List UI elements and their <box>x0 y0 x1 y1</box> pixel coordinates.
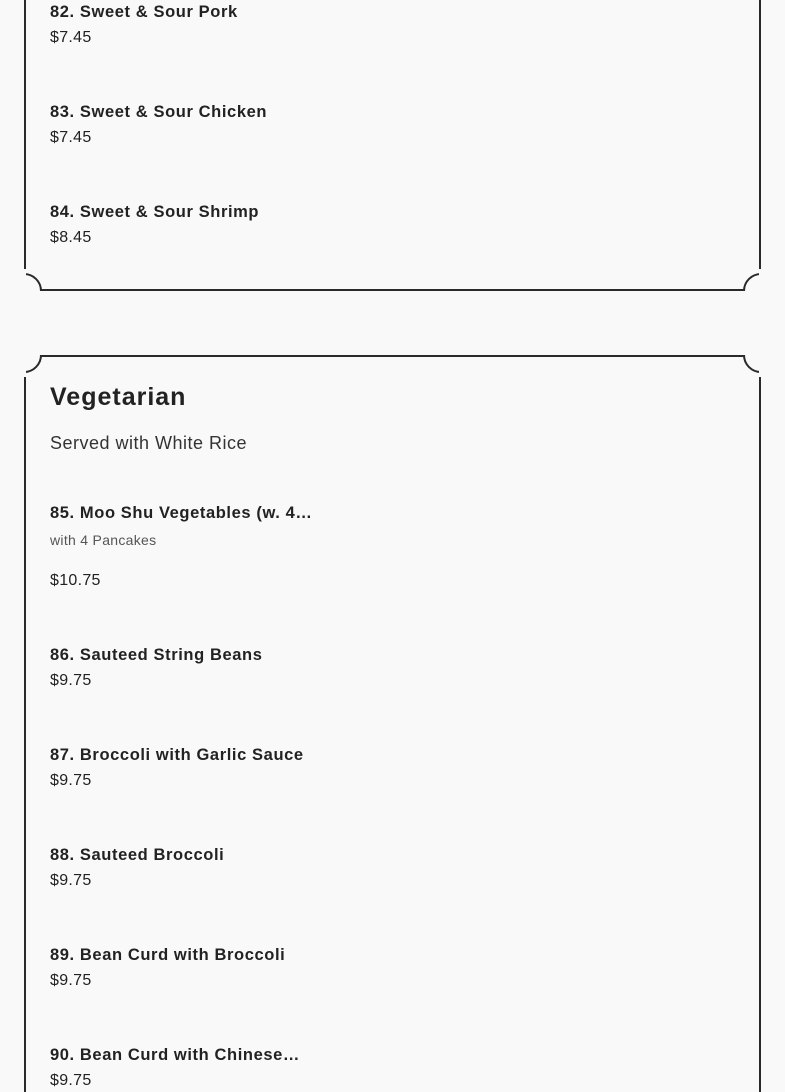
menu-item-name: 89. Bean Curd with Broccoli <box>50 946 286 964</box>
menu-item[interactable] <box>50 1046 300 1090</box>
section-subtitle: Served with White Rice <box>50 433 248 453</box>
menu-item-price: $7.45 <box>50 29 92 46</box>
menu-item-name: 86. Sauteed String Beans <box>50 646 263 664</box>
menu-item[interactable] <box>50 746 304 790</box>
menu-item[interactable] <box>50 646 262 690</box>
menu-item-price: $10.75 <box>50 572 101 589</box>
menu-item[interactable] <box>50 846 224 890</box>
section-title: Vegetarian <box>50 383 187 411</box>
menu-section-card-vegetarian <box>24 355 761 1092</box>
menu-item-price: $7.45 <box>50 129 92 146</box>
menu-item[interactable] <box>50 103 267 147</box>
menu-item-price: $9.75 <box>50 1072 92 1089</box>
menu-item-name: 82. Sweet & Sour Pork <box>50 3 238 21</box>
menu-item[interactable] <box>50 504 313 590</box>
menu-item-price: $9.75 <box>50 772 92 789</box>
menu-section-card-sweet-sour <box>24 0 761 291</box>
menu-item-description: with 4 Pancakes <box>50 532 157 548</box>
menu-item[interactable] <box>50 3 238 47</box>
menu-item-name: 88. Sauteed Broccoli <box>50 846 225 864</box>
menu-item-name: 83. Sweet & Sour Chicken <box>50 103 268 121</box>
menu-item-price: $9.75 <box>50 972 92 989</box>
menu-item[interactable] <box>50 946 285 990</box>
menu-item[interactable] <box>50 203 259 247</box>
menu-item-name: 85. Moo Shu Vegetables (w. 4… <box>50 504 313 522</box>
menu-item-name: 87. Broccoli with Garlic Sauce <box>50 746 304 764</box>
menu-item-price: $9.75 <box>50 872 92 889</box>
menu-item-name: 84. Sweet & Sour Shrimp <box>50 203 260 221</box>
menu-item-name: 90. Bean Curd with Chinese… <box>50 1046 300 1064</box>
menu-item-price: $9.75 <box>50 672 92 689</box>
menu-item-price: $8.45 <box>50 229 92 246</box>
